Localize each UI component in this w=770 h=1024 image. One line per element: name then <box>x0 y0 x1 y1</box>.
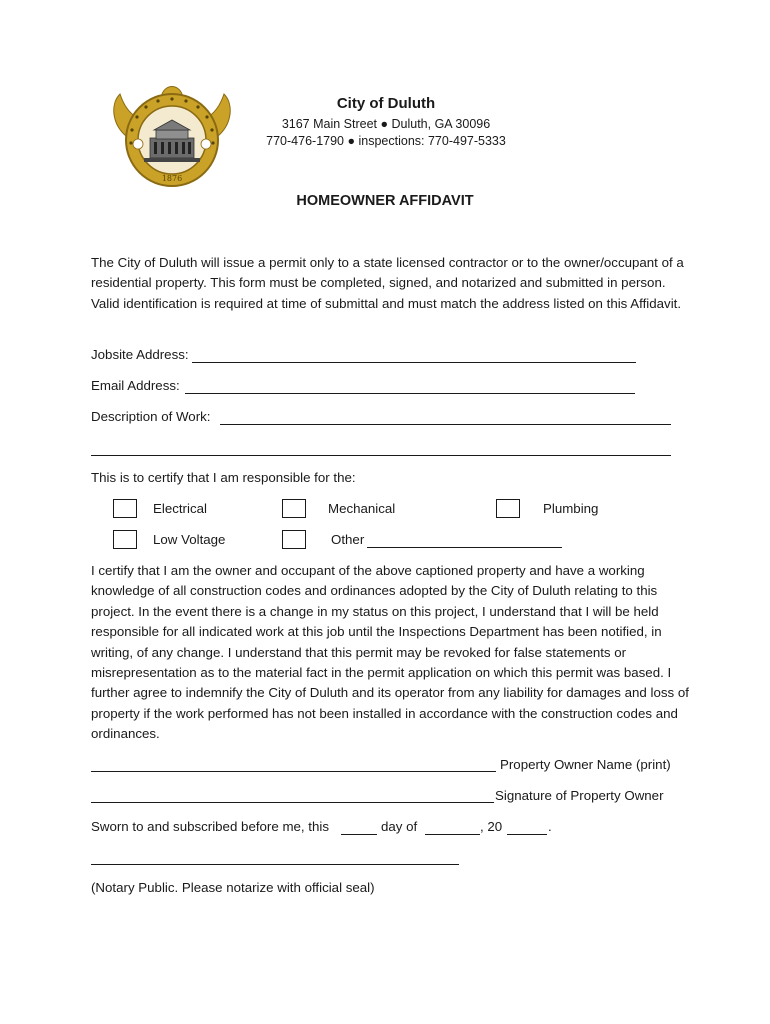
electrical-checkbox[interactable] <box>113 499 137 518</box>
electrical-label: Electrical <box>153 501 207 516</box>
low-voltage-checkbox[interactable] <box>113 530 137 549</box>
email-address-label: Email Address: <box>91 378 180 393</box>
owner-name-field[interactable] <box>91 757 496 772</box>
other-description-field[interactable] <box>367 533 562 548</box>
document-title: HOMEOWNER AFFIDAVIT <box>296 193 474 209</box>
mechanical-label: Mechanical <box>328 501 396 516</box>
plumbing-checkbox[interactable] <box>496 499 520 518</box>
sworn-month-field[interactable] <box>425 820 480 835</box>
intro-paragraph: The City of Duluth will issue a permit only to a state licensed contractor or to the owner/occupant of a residential property. This form must be completed, signed, and notarized and submitted in person. Valid identification is required at time of submittal and must match the address listed on this Affidavit. <box>91 255 684 311</box>
notary-note: (Notary Public. Please notarize with official seal) <box>91 880 375 895</box>
low-voltage-label: Low Voltage <box>153 532 226 547</box>
description-of-work-field[interactable] <box>220 410 671 425</box>
sworn-year-field[interactable] <box>507 820 547 835</box>
certification-paragraph: I certify that I am the owner and occupant of the above captioned property and have a working knowledge of all construction codes and ordinances adopted by the City of Duluth relating to this project. In the event there is a change in my status on this project, I understand that I will be held responsible for all indicated work at this job until the Inspections Department has been notified, in writing, of any change. I understand that this permit may be revoked for false statements or misrepresentation as to the material fact in the permit application on which this permit was based. I further agree to indemnify the City of Duluth and its operator from any liability for damages and loss of property if the work performed has not been installed in accordance with the construction codes and ordinances. <box>91 563 689 742</box>
other-label: Other <box>331 532 365 547</box>
mechanical-checkbox[interactable] <box>282 499 306 518</box>
certify-label: This is to certify that I am responsible for the: <box>91 470 356 485</box>
notary-signature-field[interactable] <box>91 850 459 865</box>
sworn-text-4: . <box>548 819 552 834</box>
jobsite-address-field[interactable] <box>192 348 636 363</box>
email-address-field[interactable] <box>185 379 635 394</box>
description-of-work-label: Description of Work: <box>91 409 211 424</box>
sworn-text-3: , 20 <box>480 819 503 834</box>
city-address: 3167 Main Street ● Duluth, GA 30096 <box>281 117 491 131</box>
seal-year: 1876 <box>161 174 183 183</box>
owner-signature-field[interactable] <box>91 788 494 803</box>
sworn-text-1: Sworn to and subscribed before me, this <box>91 819 329 834</box>
sworn-day-field[interactable] <box>341 820 377 835</box>
owner-signature-label: Signature of Property Owner <box>495 788 664 803</box>
city-phones: 770-476-1790 ● inspections: 770-497-5333 <box>266 134 506 148</box>
sworn-text-2: day of <box>381 819 418 834</box>
city-seal-logo <box>108 80 236 192</box>
jobsite-address-label: Jobsite Address: <box>91 347 189 362</box>
plumbing-label: Plumbing <box>543 501 599 516</box>
description-of-work-field-line2[interactable] <box>91 441 671 456</box>
other-checkbox[interactable] <box>282 530 306 549</box>
city-name: City of Duluth <box>336 95 436 112</box>
owner-name-label: Property Owner Name (print) <box>500 757 671 772</box>
